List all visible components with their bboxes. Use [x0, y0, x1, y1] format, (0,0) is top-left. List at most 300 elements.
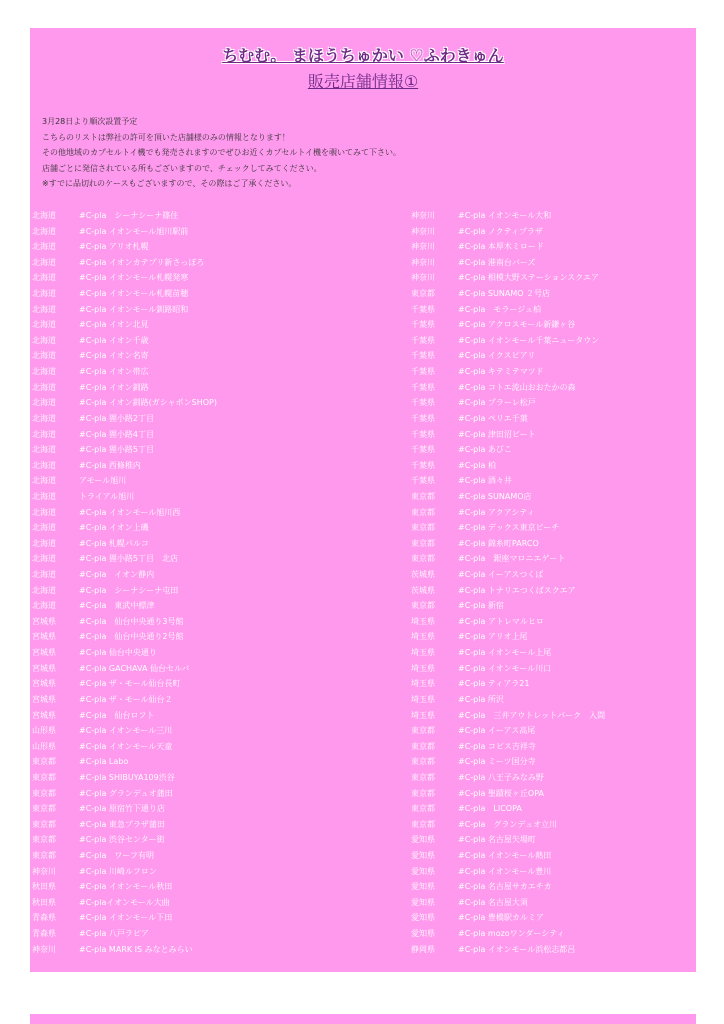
prefecture-label: 東京都: [32, 804, 56, 814]
store-name: #C-pla ザ・モール仙台２: [79, 694, 173, 704]
store-name: #C-pla イーアス高尾: [458, 726, 536, 736]
prefecture-label: 東京都: [411, 601, 435, 611]
store-row: [32, 520, 332, 536]
store-name: #C-pla イオンモール熱田: [458, 850, 552, 860]
store-row: [32, 567, 332, 583]
store-name: #C-pla 三井アウトレットパーク 入間: [458, 710, 606, 720]
store-name: #C-pla イオン北見: [79, 320, 149, 330]
store-name: #C-pla 新宿: [458, 601, 504, 611]
prefecture-label: 青森県: [32, 913, 56, 923]
prefecture-label: 北海道: [32, 382, 56, 392]
store-name: #C-pla SHIBUYA109渋谷: [79, 772, 175, 782]
store-name: #C-pla 酒々井: [458, 476, 512, 486]
store-row: [411, 598, 711, 614]
notice-line: 3月28日より順次設置予定: [42, 117, 138, 126]
prefecture-label: 東京都: [32, 757, 56, 767]
store-row: [32, 317, 332, 333]
prefecture-label: 千葉県: [411, 476, 435, 486]
prefecture-label: 北海道: [32, 585, 56, 595]
store-name: #C-pla 川崎ルフロン: [79, 866, 157, 876]
next-page-edge: [30, 1014, 696, 1024]
store-row: [411, 708, 711, 724]
store-row: [32, 536, 332, 552]
prefecture-label: 北海道: [32, 601, 56, 611]
store-name: #C-pla イオンカテプリ新さっぽろ: [79, 257, 205, 267]
notice-line: 店舗ごとに発信されている所もございますので、チェックしてみてください。: [42, 163, 322, 173]
store-row: [411, 239, 711, 255]
store-name: #C-pla イオンモール札幌発寒: [79, 273, 189, 283]
store-row: [411, 317, 711, 333]
prefecture-label: 北海道: [32, 257, 56, 267]
prefecture-label: 神奈川: [32, 944, 56, 954]
store-row: [32, 442, 332, 458]
store-name: #C-pla 名古屋大須: [458, 897, 528, 907]
store-name: #C-pla イオン釧路: [79, 382, 149, 392]
store-row: [411, 832, 711, 848]
store-row: [32, 505, 332, 521]
store-row: [32, 411, 332, 427]
prefecture-label: 千葉県: [411, 320, 435, 330]
store-name: #C-pla イオンモール大和: [458, 211, 552, 220]
store-row: [411, 583, 711, 599]
store-name: #C-pla イオンモール秋田: [79, 882, 173, 892]
store-name: #C-plaイオンモール大曲: [79, 897, 170, 907]
store-name: #C-pla 東武中標津: [79, 601, 155, 611]
store-name: #C-pla イオンモール浜松志都呂: [458, 944, 576, 954]
prefecture-label: 東京都: [411, 726, 435, 736]
prefecture-label: 静岡県: [411, 944, 435, 954]
store-name: #C-pla 本厚木ミロード: [458, 242, 544, 252]
prefecture-label: 神奈川: [411, 211, 435, 220]
store-row: [32, 458, 332, 474]
store-name: #C-pla イオン千歳: [79, 335, 149, 345]
store-row: [32, 239, 332, 255]
prefecture-label: 千葉県: [411, 367, 435, 377]
store-row: [411, 692, 711, 708]
store-row: [32, 926, 332, 942]
prefecture-label: 愛知県: [411, 850, 435, 860]
store-name: #C-pla ミーツ国分寺: [458, 757, 536, 767]
store-row: [411, 270, 711, 286]
prefecture-label: 東京都: [411, 289, 435, 299]
store-name: #C-pla アリオ札幌: [79, 242, 149, 252]
prefecture-label: 宮城県: [32, 648, 56, 658]
store-name: #C-pla SUNAMO ２号店: [458, 289, 551, 299]
store-name: #C-pla 錦糸町PARCO: [458, 538, 539, 548]
store-name: #C-pla グランデュオ蒲田: [79, 788, 173, 798]
store-name: #C-pla 狸小路5丁目 北店: [79, 554, 179, 564]
prefecture-label: 埼玉県: [411, 648, 435, 658]
store-row: [32, 427, 332, 443]
store-name: #C-pla 柏: [458, 460, 496, 470]
page-title: ちむむ。 まほうちゅかい ♡ふわきゅん: [222, 46, 504, 65]
store-name: アモール旭川: [79, 476, 127, 486]
store-row: [32, 879, 332, 895]
store-row: [32, 942, 332, 958]
store-row: [32, 723, 332, 739]
store-row: [32, 629, 332, 645]
store-name: #C-pla 仙台中央通り: [79, 648, 157, 658]
store-name: #C-pla イクスピアリ: [458, 351, 536, 361]
store-row: [411, 754, 711, 770]
prefecture-label: 秋田県: [32, 882, 56, 892]
store-row: [32, 395, 332, 411]
store-row: [411, 395, 711, 411]
prefecture-label: 東京都: [411, 538, 435, 548]
store-row: [411, 442, 711, 458]
store-name: #C-pla 狸小路4丁目: [79, 429, 155, 439]
prefecture-label: 東京都: [411, 772, 435, 782]
store-name: #C-pla イオンモール旭川駅前: [79, 226, 189, 236]
store-name: #C-pla mozoワンダーシティ: [458, 929, 565, 939]
store-row: [32, 302, 332, 318]
store-name: #C-pla イオンモール千葉ニュータウン: [458, 335, 600, 345]
store-row: [411, 879, 711, 895]
prefecture-label: 宮城県: [32, 616, 56, 626]
store-name: #C-pla 狸小路2丁目: [79, 413, 155, 423]
prefecture-label: 北海道: [32, 507, 56, 517]
store-row: [32, 645, 332, 661]
store-row: [411, 348, 711, 364]
prefecture-label: 東京都: [411, 554, 435, 564]
store-row: [411, 411, 711, 427]
prefecture-label: 北海道: [32, 289, 56, 299]
prefecture-label: 東京都: [32, 819, 56, 829]
store-name: #C-pla イオンモール札幌苗穂: [79, 289, 189, 299]
prefecture-label: 茨城県: [411, 585, 435, 595]
store-row: [32, 286, 332, 302]
store-row: [32, 832, 332, 848]
notice-line: こちらのリストは弊社の許可を頂いた店舗様のみの情報となります！: [42, 132, 290, 142]
prefecture-label: 東京都: [32, 850, 56, 860]
prefecture-label: 千葉県: [411, 351, 435, 361]
prefecture-label: 秋田県: [32, 897, 56, 907]
store-name: #C-pla 所沢: [458, 694, 504, 704]
store-name: #C-pla アトレマルヒロ: [458, 616, 544, 626]
prefecture-label: 茨城県: [411, 570, 435, 580]
store-row: [411, 302, 711, 318]
store-name: #C-pla 札幌パルコ: [79, 538, 149, 548]
prefecture-label: 北海道: [32, 351, 56, 361]
store-row: [32, 708, 332, 724]
prefecture-label: 神奈川: [411, 273, 435, 283]
store-row: [32, 208, 332, 224]
store-name: #C-pla イーアスつくば: [458, 570, 544, 580]
store-name: #C-pla シーナシーナ屯田: [79, 585, 179, 595]
store-row: [411, 739, 711, 755]
store-row: [32, 801, 332, 817]
prefecture-label: 北海道: [32, 335, 56, 345]
store-name: #C-pla アクアシティ: [458, 507, 535, 517]
store-row: [411, 786, 711, 802]
store-row: [411, 676, 711, 692]
store-row: [411, 770, 711, 786]
prefecture-label: 北海道: [32, 445, 56, 455]
store-name: #C-pla SUNAMO店: [458, 491, 532, 501]
prefecture-label: 北海道: [32, 242, 56, 252]
notice-line: ※すでに品切れのケースもございますので、その際はご了承ください。: [42, 179, 297, 189]
notice-line: その他地域のカプセルトイ機でも発売されますのでぜひお近くカプセルトイ機を覗いてみて下さい。: [42, 148, 402, 158]
store-row: [411, 895, 711, 911]
prefecture-label: 宮城県: [32, 679, 56, 689]
prefecture-label: 千葉県: [411, 304, 435, 314]
prefecture-label: 北海道: [32, 460, 56, 470]
store-name: #C-pla ティアラ21: [458, 679, 530, 689]
store-row: [32, 333, 332, 349]
store-name: #C-pla 狸小路5丁目: [79, 445, 155, 455]
store-row: [411, 520, 711, 536]
prefecture-label: 愛知県: [411, 882, 435, 892]
store-row: [411, 489, 711, 505]
store-row: [32, 224, 332, 240]
store-row: [32, 661, 332, 677]
prefecture-label: 北海道: [32, 273, 56, 283]
store-name: #C-pla イオンモール釧路昭和: [79, 304, 189, 314]
store-name: #C-pla 仙台中央通り3号館: [79, 616, 184, 626]
store-row: [411, 723, 711, 739]
store-row: [32, 676, 332, 692]
store-row: [32, 817, 332, 833]
store-row: [411, 505, 711, 521]
prefecture-label: 神奈川: [411, 242, 435, 252]
prefecture-label: 北海道: [32, 211, 56, 220]
store-row: [32, 364, 332, 380]
store-name: #C-pla 港南台バーズ: [458, 257, 536, 267]
prefecture-label: 神奈川: [411, 226, 435, 236]
store-row: [411, 380, 711, 396]
store-row: [32, 473, 332, 489]
store-row: [411, 551, 711, 567]
store-name: #C-pla 八戸ラピア: [79, 929, 149, 939]
prefecture-label: 山形県: [32, 741, 56, 751]
store-name: #C-pla デックス東京ビーチ: [458, 523, 560, 533]
store-name: #C-pla MARK IS みなとみらい: [79, 944, 193, 954]
store-name: #C-pla 銀座マロニエゲート: [458, 554, 566, 564]
prefecture-label: 東京都: [32, 788, 56, 798]
prefecture-label: 愛知県: [411, 929, 435, 939]
prefecture-label: 埼玉県: [411, 679, 435, 689]
store-name: #C-pla ノクティプラザ: [458, 226, 544, 236]
prefecture-label: 北海道: [32, 476, 56, 486]
prefecture-label: 神奈川: [32, 866, 56, 876]
prefecture-label: 埼玉県: [411, 632, 435, 642]
store-row: [32, 598, 332, 614]
prefecture-label: 宮城県: [32, 632, 56, 642]
store-row: [32, 739, 332, 755]
prefecture-label: 東京都: [32, 835, 56, 845]
prefecture-label: 東京都: [411, 757, 435, 767]
store-row: [411, 458, 711, 474]
store-row: [411, 817, 711, 833]
store-name: #C-pla イオン名寄: [79, 351, 149, 361]
store-row: [411, 629, 711, 645]
store-row: [411, 801, 711, 817]
store-name: #C-pla イオンモール川口: [458, 663, 552, 673]
store-name: #C-pla 仙台中央通り2号館: [79, 632, 184, 642]
store-name: #C-pla イオンモール下田: [79, 913, 173, 923]
store-name: #C-pla イオンモール上尾: [458, 648, 552, 658]
store-name: #C-pla ペリエ千葉: [458, 413, 528, 423]
prefecture-label: 千葉県: [411, 398, 435, 408]
store-row: [411, 567, 711, 583]
store-row: [32, 864, 332, 880]
store-row: [411, 427, 711, 443]
prefecture-label: 北海道: [32, 226, 56, 236]
store-name: #C-pla 渋谷センター街: [79, 835, 165, 845]
prefecture-label: 東京都: [411, 819, 435, 829]
prefecture-label: 北海道: [32, 570, 56, 580]
store-name: #C-pla 名古屋サカエチカ: [458, 882, 552, 892]
store-name: #C-pla 豊橋駅カルミア: [458, 913, 544, 923]
prefecture-label: 北海道: [32, 491, 56, 501]
prefecture-label: 千葉県: [411, 335, 435, 345]
prefecture-label: 北海道: [32, 413, 56, 423]
store-row: [32, 270, 332, 286]
store-row: [32, 583, 332, 599]
prefecture-label: 東京都: [411, 491, 435, 501]
store-row: [32, 895, 332, 911]
prefecture-label: 東京都: [411, 788, 435, 798]
store-row: [32, 910, 332, 926]
store-row: [411, 848, 711, 864]
store-row: [411, 942, 711, 958]
store-name: #C-pla イオンモール三川: [79, 726, 173, 736]
store-row: [411, 864, 711, 880]
prefecture-label: 千葉県: [411, 460, 435, 470]
store-row: [411, 614, 711, 630]
store-row: [411, 910, 711, 926]
prefecture-label: 愛知県: [411, 897, 435, 907]
store-name: #C-pla キテミテマツド: [458, 367, 544, 377]
store-row: [32, 786, 332, 802]
store-name: #C-pla イオンモール天童: [79, 741, 173, 751]
prefecture-label: 北海道: [32, 304, 56, 314]
prefecture-label: 宮城県: [32, 663, 56, 673]
store-row: [32, 692, 332, 708]
prefecture-label: 北海道: [32, 429, 56, 439]
store-row: [411, 926, 711, 942]
store-row: [32, 255, 332, 271]
store-name: #C-pla イオン静内: [79, 570, 155, 580]
prefecture-label: 埼玉県: [411, 616, 435, 626]
store-name: #C-pla イオン上磯: [79, 523, 149, 533]
prefecture-label: 埼玉県: [411, 694, 435, 704]
store-row: [411, 333, 711, 349]
store-name: #C-pla 東急プラザ蒲田: [79, 819, 165, 829]
store-row: [411, 224, 711, 240]
prefecture-label: 千葉県: [411, 445, 435, 455]
prefecture-label: 北海道: [32, 398, 56, 408]
prefecture-label: 青森県: [32, 929, 56, 939]
prefecture-label: 愛知県: [411, 913, 435, 923]
store-name: #C-pla ワーフ有明: [79, 850, 154, 860]
store-name: #C-pla 相模大野ステーションスクエア: [458, 273, 600, 283]
store-name: #C-pla 八王子みなみ野: [458, 772, 544, 782]
store-name: #C-pla アリオ上尾: [458, 632, 528, 642]
store-row: [32, 770, 332, 786]
store-list-right: [411, 208, 711, 957]
prefecture-label: 千葉県: [411, 413, 435, 423]
store-name: #C-pla アクロスモール新鎌ヶ谷: [458, 320, 576, 330]
store-row: [32, 348, 332, 364]
store-name: #C-pla イオン釧路(ガシャポンSHOP): [79, 398, 217, 408]
prefecture-label: 宮城県: [32, 694, 56, 704]
store-name: トライアル旭川: [79, 491, 135, 501]
store-name: #C-pla イオンモール豊川: [458, 866, 552, 876]
store-row: [32, 754, 332, 770]
notice-block: [42, 114, 682, 192]
store-row: [32, 489, 332, 505]
store-name: #C-pla シーナシーナ篠住: [79, 211, 179, 220]
store-list-left: [32, 208, 332, 957]
prefecture-label: 東京都: [411, 523, 435, 533]
page-subtitle: 販売店舗情報①: [307, 72, 419, 91]
store-name: #C-pla 仙台ロフト: [79, 710, 155, 720]
store-name: #C-pla 聖蹟桜ヶ丘OPA: [458, 788, 545, 798]
store-name: #C-pla 西條稚内: [79, 460, 141, 470]
prefecture-label: 北海道: [32, 554, 56, 564]
store-name: #C-pla コピス吉祥寺: [458, 741, 536, 751]
store-row: [32, 380, 332, 396]
prefecture-label: 神奈川: [411, 257, 435, 267]
store-row: [411, 286, 711, 302]
store-name: #C-pla ザ・モール仙台長町: [79, 679, 181, 689]
prefecture-label: 東京都: [411, 741, 435, 751]
prefecture-label: 埼玉県: [411, 663, 435, 673]
store-name: #C-pla Labo: [79, 757, 129, 767]
store-name: #C-pla イオン帯広: [79, 367, 149, 377]
store-name: #C-pla プラーレ松戸: [458, 398, 536, 408]
store-row: [411, 645, 711, 661]
prefecture-label: 千葉県: [411, 429, 435, 439]
store-row: [411, 661, 711, 677]
store-name: #C-pla あびこ: [458, 445, 512, 455]
store-name: #C-pla 津田沼ビート: [458, 429, 536, 439]
store-row: [411, 208, 711, 224]
store-name: #C-pla GACHAVA 仙台セルバ: [79, 663, 190, 673]
store-row: [411, 255, 711, 271]
prefecture-label: 東京都: [411, 507, 435, 517]
store-row: [411, 536, 711, 552]
prefecture-label: 北海道: [32, 538, 56, 548]
prefecture-label: 東京都: [32, 772, 56, 782]
store-list-sheet: [30, 28, 696, 972]
store-row: [32, 551, 332, 567]
prefecture-label: 北海道: [32, 320, 56, 330]
store-name: #C-pla コトエ流山おおたかの森: [458, 382, 576, 392]
prefecture-label: 千葉県: [411, 382, 435, 392]
store-row: [411, 364, 711, 380]
store-name: #C-pla トナリエつくばスクエア: [458, 585, 576, 595]
store-name: #C-pla 名古屋矢場町: [458, 835, 536, 845]
store-name: #C-pla モラージュ柏: [458, 304, 542, 314]
prefecture-label: 東京都: [411, 804, 435, 814]
store-name: #C-pla LICOPA: [458, 804, 522, 814]
prefecture-label: 北海道: [32, 367, 56, 377]
store-row: [32, 848, 332, 864]
prefecture-label: 北海道: [32, 523, 56, 533]
prefecture-label: 宮城県: [32, 710, 56, 720]
prefecture-label: 愛知県: [411, 866, 435, 876]
store-row: [32, 614, 332, 630]
store-row: [411, 473, 711, 489]
prefecture-label: 愛知県: [411, 835, 435, 845]
prefecture-label: 埼玉県: [411, 710, 435, 720]
store-name: #C-pla イオンモール旭川西: [79, 507, 181, 517]
store-name: #C-pla 原宿竹下通り店: [79, 804, 165, 814]
store-name: #C-pla グランデュオ立川: [458, 819, 558, 829]
prefecture-label: 山形県: [32, 726, 56, 736]
